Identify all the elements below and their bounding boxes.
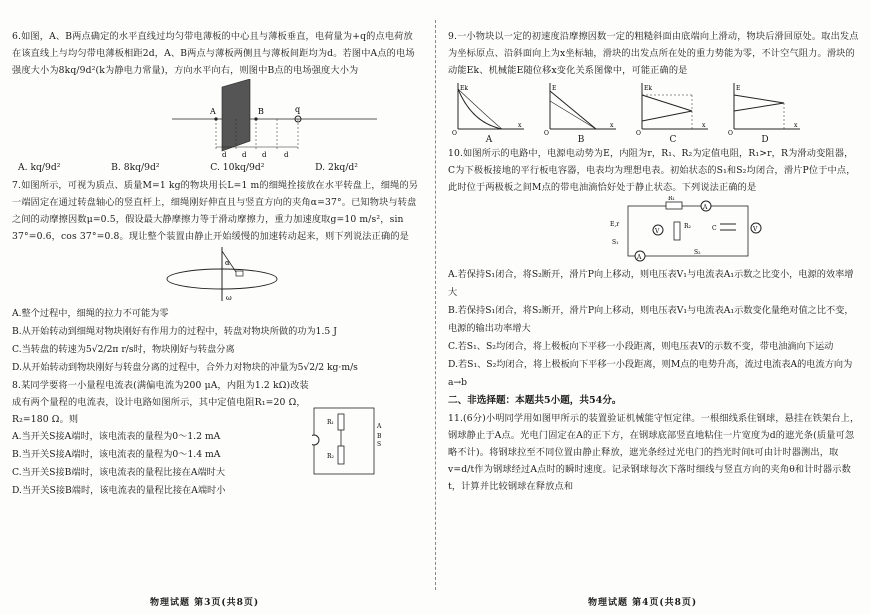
q7-stem: 7.如图所示，可视为质点、质量M=1 kg的物块用长L=1 m的细绳拴接放在水平转盘上，细绳的另一端固定在通过转盘轴心的竖直杆上，细绳刚好伸直且与竖直方向的夹角α=37°。已知物块与转盘之间的动摩擦因数μ=0.5，假设最大静摩擦力等于滑动摩擦力，重力加速度取g=10 m/s²，sin 37°=0.6，cos 37°=0.8。现让整个装置由静止开始缓慢的加速转动起来，则下列说法正确的是 (12, 180, 419, 242)
q7-figure (152, 245, 292, 305)
q9-graph-a-plot (452, 81, 526, 135)
svg-text:d: d (262, 151, 267, 159)
svg-text:α: α (225, 259, 230, 267)
q8-option-d[interactable]: D.当开关S接B端时，该电流表的量程比接在A端时小 (12, 485, 226, 496)
q7-option-d[interactable]: D.从开始转动到物块刚好与转盘分离的过程中，合外力对物块的冲量为5√2/2 kg·m/s (12, 362, 358, 373)
svg-text:V: V (655, 228, 660, 235)
svg-text:R₁: R₁ (668, 196, 675, 202)
q6-option-c[interactable]: C. 10kq/9d² (210, 162, 265, 173)
q7-option-b[interactable]: B.从开始转动到细绳对物块刚好有作用力的过程中，转盘对物块所做的功为1.5 J (12, 326, 337, 337)
svg-text:O: O (728, 130, 733, 135)
q9-graph-c-label: C (669, 135, 677, 145)
left-page (0, 0, 432, 614)
svg-text:d: d (284, 151, 289, 159)
svg-text:E: E (736, 85, 741, 92)
q6-options (18, 162, 358, 173)
svg-text:q: q (295, 105, 301, 114)
right-page (438, 0, 870, 614)
svg-text:V: V (753, 226, 758, 233)
q8-option-b[interactable]: B.当开关S接A端时，该电流表的量程为0～1.4 mA (12, 449, 221, 460)
q9-graphs (452, 81, 860, 145)
right-footer: 物理试题 第4页(共8页) (588, 598, 698, 608)
q8-stem: 8.某同学要将一小量程电流表(满偏电流为200 μA，内阻为1.2 kΩ)改装成有两个量程的电流表，设计电路如图所示，其中定值电阻R₁=20 Ω，R₂=180 Ω。则 (12, 380, 309, 425)
q6-option-d[interactable]: D. 2kq/d² (315, 162, 358, 173)
section-2-heading: 二、非选择题：本题共5小题，共54分。 (448, 395, 622, 406)
svg-text:S₁: S₁ (612, 239, 619, 246)
page-divider (435, 20, 437, 590)
svg-text:E,r: E,r (610, 221, 620, 228)
q9-graph-b[interactable] (544, 81, 618, 145)
svg-text:B: B (377, 433, 382, 440)
q6-figure (162, 79, 382, 159)
q6-option-b[interactable]: B. 8kq/9d² (111, 162, 160, 173)
svg-text:S₂: S₂ (694, 249, 701, 256)
q10-circuit-figure (608, 196, 778, 266)
svg-text:B: B (258, 107, 264, 116)
svg-text:ω: ω (226, 294, 232, 302)
svg-text:O: O (452, 130, 457, 135)
q9-graph-d-label: D (761, 135, 769, 145)
svg-text:R₂: R₂ (327, 453, 334, 460)
svg-text:d: d (242, 151, 247, 159)
svg-text:S: S (377, 441, 382, 448)
q9-graph-b-plot (544, 81, 618, 135)
svg-text:A: A (703, 204, 708, 211)
svg-text:E: E (552, 85, 557, 92)
svg-text:A: A (377, 423, 382, 430)
svg-text:x: x (702, 122, 706, 129)
q11-stem: 11.(6分)小明同学用如图甲所示的装置验证机械能守恒定律。一根细线系住钢球，悬挂在铁架台上，钢球静止于A点。光电门固定在A的正下方，在钢球底部竖直地粘住一片宽度为d的遮光条(质量可忽略不计)。将钢球拉至不同位置由静止释放，遮光条经过光电门的挡光时间t可由计时器测出，取v=d/t作为钢球经过A点时的瞬时速度。记录钢球每次下落时细线与竖直方向的夹角θ和计时器示数t，计算并比较钢球在释放点和 (448, 413, 860, 492)
q9-graph-d-plot (728, 81, 802, 135)
q8-circuit-figure (312, 400, 392, 478)
q9-stem: 9.一小物块以一定的初速度沿摩擦因数一定的粗糙斜面由底端向上滑动，物块后滑回原处。取出发点为坐标原点、沿斜面向上为x坐标轴，滑块的出发点所在处的重力势能为零，不计空气阻力。滑块的动能Ek、机械能E随位移x变化关系图像中，可能正确的是 (448, 31, 859, 76)
q6-stem: 6.如图，A、B两点确定的水平直线过均匀带电薄板的中心且与薄板垂直，电荷量为+q的点电荷放在该直线上与均匀带电薄板相距2d，A、B两点与薄板两侧且与薄板间距均为d。若图中A点的电场强度大小为8kq/9d²(k为静电力常量)，方向水平向右，则图中B点的电场强度大小为 (12, 31, 415, 76)
q9-graph-c-plot (636, 81, 710, 135)
svg-text:Ek: Ek (460, 85, 469, 92)
q8-option-a[interactable]: A.当开关S接A端时，该电流表的量程为0～1.2 mA (12, 431, 221, 442)
svg-text:R₁: R₁ (327, 419, 334, 426)
q9-graph-d[interactable] (728, 81, 802, 145)
q9-graph-a-label: A (485, 135, 493, 145)
q9-graph-a[interactable] (452, 81, 526, 145)
svg-text:x: x (518, 122, 522, 129)
q7-option-a[interactable]: A.整个过程中，细绳的拉力不可能为零 (12, 308, 169, 319)
q10-stem: 10.如图所示的电路中，电源电动势为E，内阻为r，R₁、R₂为定值电阻，R₁>r，R为滑动变阻器，C为下极板接地的平行板电容器，电表均为理想电表。初始状态的S₁和S₂均闭合，滑片P位于中点，此时位于两极板之间M点的带电油滴恰好处于静止状态。下列说法正确的是 (448, 148, 856, 193)
svg-text:R₂: R₂ (684, 223, 691, 230)
q8-option-c[interactable]: C.当开关S接B端时，该电流表的量程比接在A端时大 (12, 467, 226, 478)
svg-text:Ek: Ek (644, 85, 653, 92)
q7-option-c[interactable]: C.当转盘的转速为5√2/2π r/s时，物块刚好与转盘分离 (12, 344, 235, 355)
q10-option-d[interactable]: D.若S₁、S₂均闭合，将上极板向下平移一小段距离，则M点的电势升高，流过电流表A的电流方向为a→b (448, 359, 853, 388)
q10-option-c[interactable]: C.若S₁、S₂均闭合，将上极板向下平移一小段距离，则电压表V的示数不变，带电油滴向下运动 (448, 341, 834, 352)
svg-text:O: O (544, 130, 549, 135)
q10-option-b[interactable]: B.若保持S₁闭合，将S₂断开，滑片P向上移动，则电压表V₁与电流表A₁示数变化量绝对值之比不变，电源的输出功率增大 (448, 305, 854, 334)
svg-text:A: A (210, 107, 216, 116)
left-footer: 物理试题 第3页(共8页) (150, 598, 260, 608)
svg-text:d: d (222, 151, 227, 159)
svg-text:x: x (610, 122, 614, 129)
svg-text:x: x (794, 122, 798, 129)
svg-text:C: C (712, 225, 717, 232)
svg-text:O: O (636, 130, 641, 135)
svg-text:A: A (637, 254, 642, 261)
q6-option-a[interactable]: A. kq/9d² (18, 162, 61, 173)
q9-graph-c[interactable] (636, 81, 710, 145)
q10-option-a[interactable]: A.若保持S₁闭合，将S₂断开，滑片P向上移动，则电压表V₁与电流表A₁示数之比变小，电源的效率增大 (448, 269, 854, 298)
q9-graph-b-label: B (577, 135, 585, 145)
